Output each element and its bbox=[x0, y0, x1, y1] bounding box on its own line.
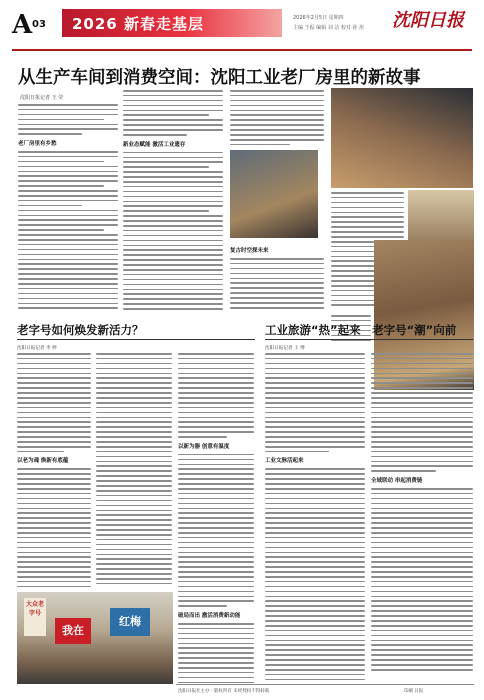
page-letter: A bbox=[12, 10, 33, 40]
left-column-2 bbox=[96, 353, 172, 589]
page-number: 03 bbox=[32, 19, 46, 30]
header-rule bbox=[12, 49, 472, 51]
right-column-2 bbox=[371, 353, 473, 683]
footer-text: 沈阳日报社主办 · 版权所有 未经授权不得转载 bbox=[178, 689, 270, 694]
subhead: 破局而出 激活消费新动能 bbox=[178, 612, 241, 619]
footer-rule bbox=[176, 684, 474, 685]
text-block bbox=[178, 353, 254, 438]
main-byline: 沈阳日报记者 王 莹 bbox=[20, 95, 64, 101]
main-column-3 bbox=[230, 90, 324, 146]
subhead: 以老为魂 焕新有底蕴 bbox=[17, 458, 69, 465]
footer-right: 印刷 日报 bbox=[404, 689, 424, 694]
section-title-right: 工业旅游“热”起来 老字号“潮”向前 bbox=[265, 323, 457, 337]
text-block bbox=[123, 90, 223, 136]
text-block bbox=[230, 90, 324, 145]
text-block bbox=[371, 488, 473, 671]
section-left-byline: 沈阳日报记者 李 婷 bbox=[17, 346, 57, 351]
section-title-left: 老字号如何焕发新活力？ bbox=[17, 323, 144, 337]
text-block bbox=[123, 152, 223, 310]
text-block bbox=[17, 468, 91, 589]
main-headline: 从生产车间到消费空间：沈阳工业老厂房里的新故事 bbox=[18, 68, 421, 88]
text-block bbox=[96, 353, 172, 584]
text-block bbox=[265, 353, 365, 452]
text-block bbox=[18, 104, 118, 135]
subhead: 复古时空探未来 bbox=[230, 248, 269, 254]
main-column-2 bbox=[123, 90, 223, 310]
photo-market-stalls bbox=[331, 88, 473, 188]
section-banner bbox=[62, 9, 282, 37]
text-block bbox=[18, 151, 118, 310]
left-column-1 bbox=[17, 353, 91, 589]
sign-red: 我在 bbox=[55, 618, 91, 644]
text-block bbox=[17, 353, 91, 452]
banner-text: 2026 新春走基层 bbox=[72, 15, 204, 33]
photo-factory-interior bbox=[230, 150, 318, 238]
text-block bbox=[371, 353, 473, 472]
subhead: 以新为器 创意有温度 bbox=[178, 443, 230, 450]
subhead: 工业文脉活起来 bbox=[265, 458, 304, 465]
main-column-3b bbox=[230, 242, 324, 312]
subhead: 老厂房里有乡愁 bbox=[18, 140, 57, 147]
section-rule-left bbox=[17, 339, 255, 340]
text-block bbox=[230, 258, 324, 312]
sign-small: 大众老字号 bbox=[24, 598, 46, 636]
sign-blue: 红梅 bbox=[110, 608, 150, 636]
date-line: 2026年2月5日 星期四 bbox=[293, 15, 344, 21]
right-column-1 bbox=[265, 353, 365, 683]
section-right-byline: 沈阳日报记者 王 博 bbox=[265, 346, 305, 351]
editor-line: 主编 王振 编辑 刘 洁 校对 孙 彤 bbox=[293, 25, 365, 31]
subhead: 新业态赋能 激活工业遗存 bbox=[123, 141, 186, 148]
text-block bbox=[178, 623, 254, 683]
newspaper-logo: 沈阳日报 bbox=[392, 10, 464, 31]
masthead bbox=[0, 0, 484, 50]
subhead: 全域联动 串起消费链 bbox=[371, 477, 423, 484]
section-rule-right bbox=[265, 339, 473, 340]
left-column-3 bbox=[178, 353, 254, 683]
text-block bbox=[178, 454, 254, 607]
text-block bbox=[265, 468, 365, 683]
main-column-1 bbox=[18, 104, 118, 310]
